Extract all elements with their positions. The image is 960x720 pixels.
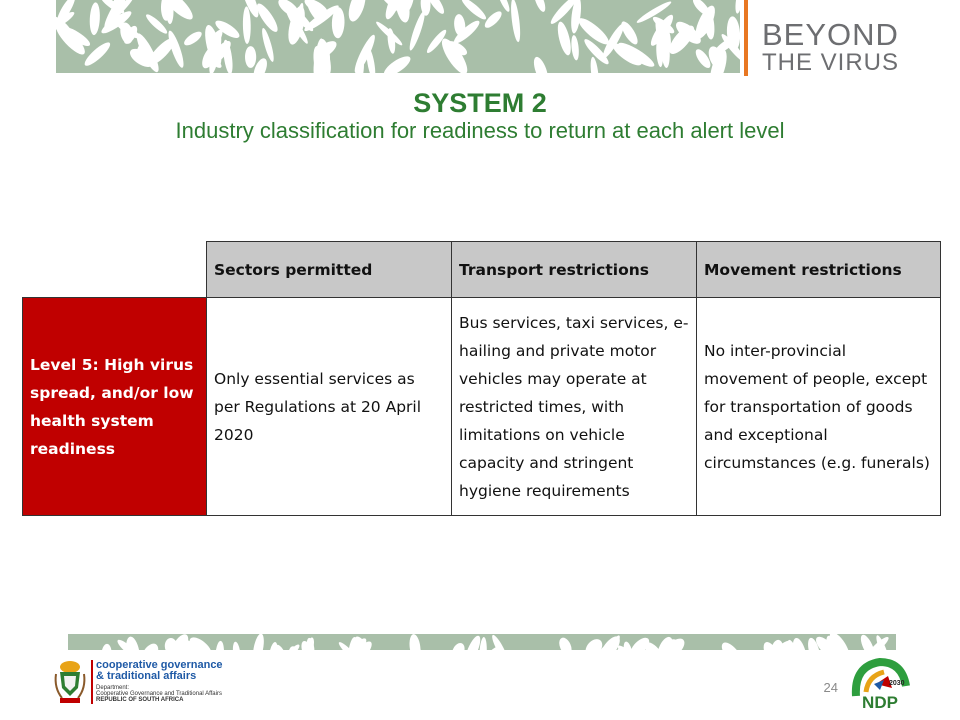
- cogta-country: REPUBLIC OF SOUTH AFRICA: [96, 697, 184, 703]
- level-5-cell: Level 5: High virus spread, and/or low health system readiness: [23, 298, 207, 516]
- leaf-pattern-icon: [68, 634, 896, 650]
- brand-logo-line2: THE VIRUS: [762, 49, 900, 76]
- cogta-department-name: Cooperative Governance and Traditional Affairs: [96, 691, 222, 697]
- brand-logo-line1: BEYOND: [762, 17, 899, 52]
- south-africa-coat-of-arms-icon: [52, 658, 88, 706]
- table-header-empty: [23, 242, 207, 298]
- cogta-name-line2: & traditional affairs: [96, 670, 197, 682]
- transport-cell: Bus services, taxi services, e-hailing and private motor vehicles may operate at restricted times, with limitations on vehicle capacity and stringent hygiene requirements: [452, 298, 697, 516]
- ndp-2030-logo-icon: [850, 656, 910, 712]
- table-header-movement: Movement restrictions: [697, 242, 941, 298]
- table-header-sectors: Sectors permitted: [207, 242, 452, 298]
- cogta-department-label: Department:: [96, 685, 130, 691]
- ndp-year: 2030: [889, 680, 905, 687]
- cogta-divider: [91, 660, 93, 704]
- alert-level-table: [22, 241, 941, 516]
- sectors-cell: Only essential services as per Regulations at 20 April 2020: [207, 298, 452, 516]
- table-row: [23, 298, 941, 516]
- movement-cell: No inter-provincial movement of people, except for transportation of goods and exceptional circumstances (e.g. funerals): [697, 298, 941, 516]
- table-header-transport: Transport restrictions: [452, 242, 697, 298]
- ndp-logo-text: NDP: [862, 693, 898, 712]
- cogta-logo: [52, 658, 242, 708]
- page-number: 24: [823, 680, 838, 695]
- header-pattern-banner: [56, 0, 740, 73]
- slide-title: SYSTEM 2: [413, 88, 547, 118]
- brand-divider: [744, 0, 748, 76]
- leaf-pattern-icon: [56, 0, 740, 73]
- table-header-row: [23, 242, 941, 298]
- cogta-name-line1: cooperative governance: [96, 659, 223, 671]
- slide-subtitle: Industry classification for readiness to return at each alert level: [175, 118, 785, 143]
- footer-pattern-band: [68, 634, 896, 650]
